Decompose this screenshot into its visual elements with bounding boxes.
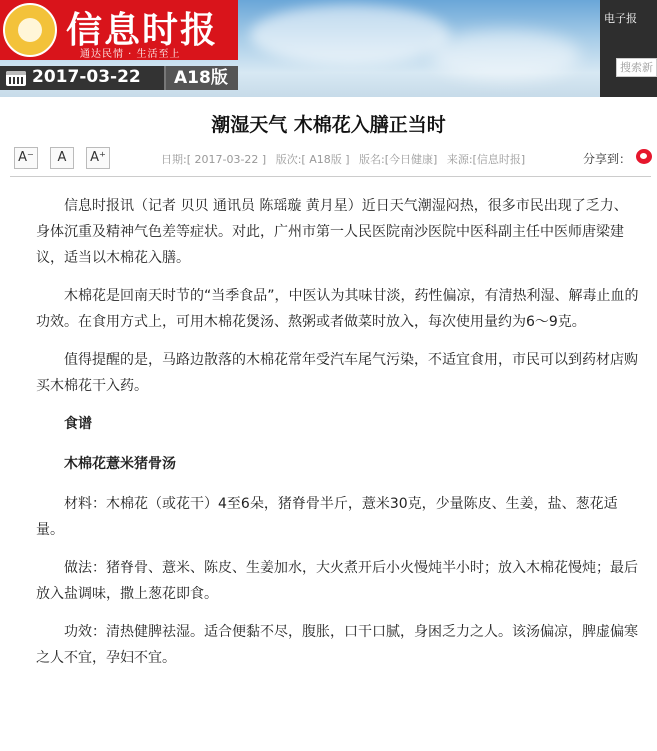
recipe-paragraph: 功效：清热健脾祛湿。适合便黏不尽，腹胀，口干口腻，身困乏力之人。该汤偏凉，脾虚偏寒之人不宜，孕妇不宜。 [36, 624, 638, 666]
meta-source: 来源:[信息时报] [446, 153, 526, 166]
weibo-share-icon[interactable] [636, 149, 652, 164]
calendar-icon[interactable] [6, 71, 26, 86]
article-paragraph: 值得提醒的是，马路边散落的木棉花常年受汽车尾气污染，不适宜食用，市民可以到药材店购买木棉花干入药。 [36, 352, 638, 394]
search-input[interactable]: 搜索新 [616, 58, 657, 77]
recipe-heading: 食谱 [64, 416, 92, 432]
logo-text: 信息时报 [66, 10, 219, 51]
divider [10, 176, 651, 177]
article-paragraph: 木棉花是回南天时节的“当季食品”，中医认为其味甘淡，药性偏凉，有清热利湿、解毒止血的功效。在食用方式上，可用木棉花煲汤、熬粥或者做菜时放入，每次使用量约为6～9克。 [36, 288, 639, 330]
font-decrease-button[interactable]: A⁻ [14, 147, 38, 169]
meta-date: 日期:[ 2017-03-22 ] [161, 153, 267, 166]
cloud-decoration [430, 30, 580, 80]
recipe-paragraph: 材料：木棉花（或花干）4至6朵，猪脊骨半斤，薏米30克，少量陈皮、生姜，盐、葱花适量。 [36, 496, 618, 538]
lion-logo-icon [3, 3, 57, 57]
issue-date[interactable]: 2017-03-22 [32, 67, 141, 87]
meta-section: 版名:[今日健康] [359, 153, 438, 166]
recipe-name: 木棉花薏米猪骨汤 [64, 456, 176, 472]
epaper-link[interactable]: 电子报 [604, 12, 637, 25]
meta-edition: 版次:[ A18版 ] [275, 153, 350, 166]
header-banner [0, 0, 657, 97]
recipe-paragraph: 做法：猪脊骨、薏米、陈皮、生姜加水，大火煮开后小火慢炖半小时；放入木棉花慢炖；最后放入盐调味，撒上葱花即食。 [36, 560, 638, 602]
font-reset-button[interactable]: A [50, 147, 74, 169]
article-paragraph: 信息时报讯（记者 贝贝 通讯员 陈瑶璇 黄月星）近日天气潮湿闷热，很多市民出现了乏力、身体沉重及精神气色差等症状。对此，广州市第一人民医院南沙医院中医科副主任中医师唐梁建议，适当以木棉花入膳。 [36, 198, 628, 266]
article-title: 潮湿天气 木棉花入膳正当时 [211, 114, 446, 136]
edition-selector[interactable]: A18版 [164, 66, 238, 90]
article-body [36, 193, 640, 683]
share-label: 分享到： [583, 152, 632, 166]
logo[interactable] [0, 0, 238, 60]
font-increase-button[interactable]: A⁺ [86, 147, 110, 169]
cloud-decoration [250, 5, 450, 65]
logo-slogan: 通达民情 · 生活至上 [80, 49, 181, 60]
article-meta [161, 151, 531, 167]
